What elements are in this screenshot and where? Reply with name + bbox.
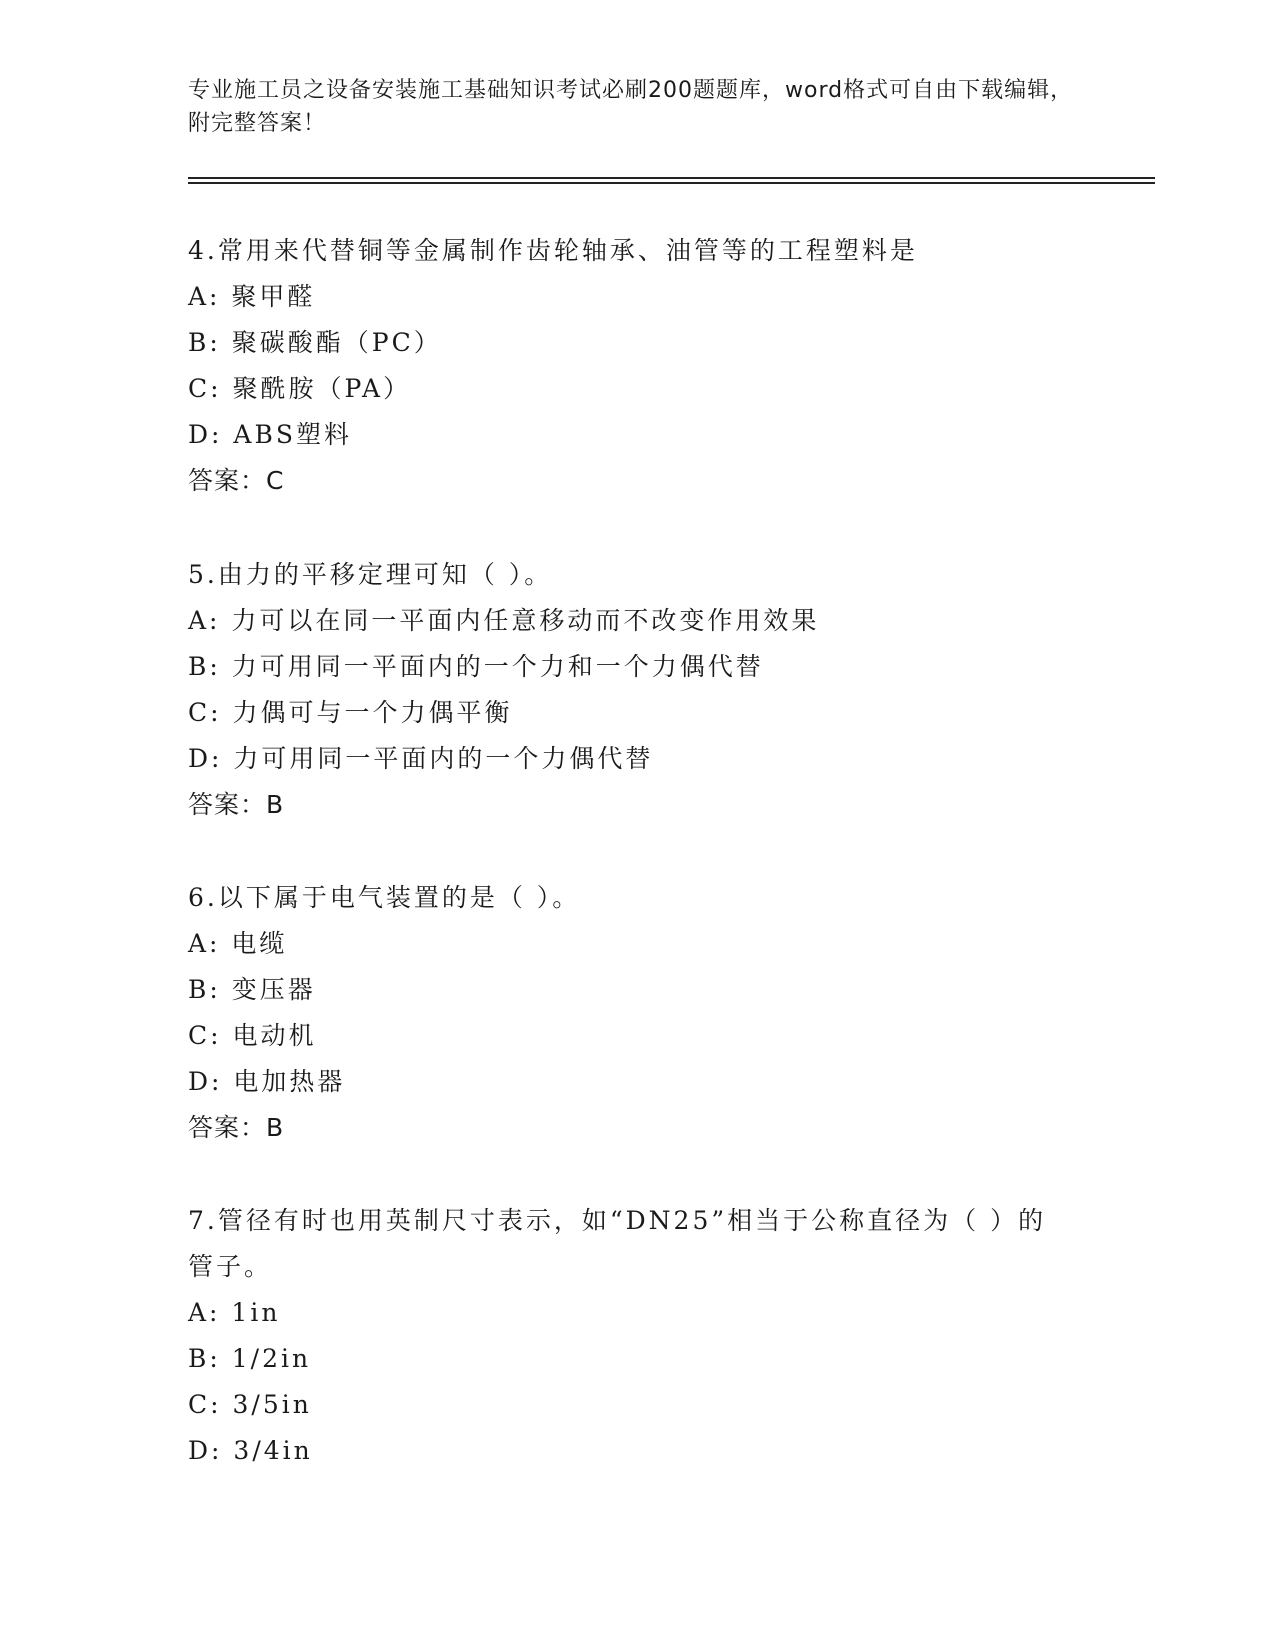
option-a: A: 力可以在同一平面内任意移动而不改变作用效果: [188, 606, 820, 635]
document-header: 专业施工员之设备安装施工基础知识考试必刷200题题库，word格式可自由下载编辑，附完整答案！: [188, 78, 1074, 136]
option-a: A: 聚甲醛: [188, 282, 316, 311]
option-d: D: ABS塑料: [188, 420, 352, 449]
answer: 答案：B: [188, 1113, 285, 1142]
option-a: A: 1in: [188, 1298, 281, 1327]
question-stem: 5.由力的平移定理可知（ ）。: [188, 560, 553, 589]
question-stem: 6.以下属于电气装置的是（ ）。: [188, 883, 581, 912]
question-stem: 4.常用来代替铜等金属制作齿轮轴承、油管等的工程塑料是: [188, 236, 918, 265]
question-stem: 7.管径有时也用英制尺寸表示，如“DN25”相当于公称直径为（ ）的管子。: [188, 1206, 1047, 1281]
option-b: B: 变压器: [188, 975, 316, 1004]
header-divider-bottom: [188, 182, 1155, 184]
question-4: [188, 228, 1088, 504]
option-d: D: 3/4in: [188, 1436, 313, 1465]
option-b: B: 力可用同一平面内的一个力和一个力偶代替: [188, 652, 764, 681]
option-d: D: 力可用同一平面内的一个力偶代替: [188, 744, 654, 773]
answer: 答案：C: [188, 466, 285, 495]
question-6: [188, 875, 1088, 1151]
option-b: B: 1/2in: [188, 1344, 312, 1373]
option-c: C: 聚酰胺（PA）: [188, 374, 412, 403]
option-c: C: 3/5in: [188, 1390, 312, 1419]
option-d: D: 电加热器: [188, 1067, 346, 1096]
option-c: C: 电动机: [188, 1021, 317, 1050]
question-5: [188, 552, 1088, 828]
option-a: A: 电缆: [188, 929, 288, 958]
header-divider-top: [188, 177, 1155, 179]
option-b: B: 聚碳酸酯（PC）: [188, 328, 442, 357]
answer: 答案：B: [188, 790, 285, 819]
option-c: C: 力偶可与一个力偶平衡: [188, 698, 513, 727]
question-7: [188, 1198, 1088, 1474]
